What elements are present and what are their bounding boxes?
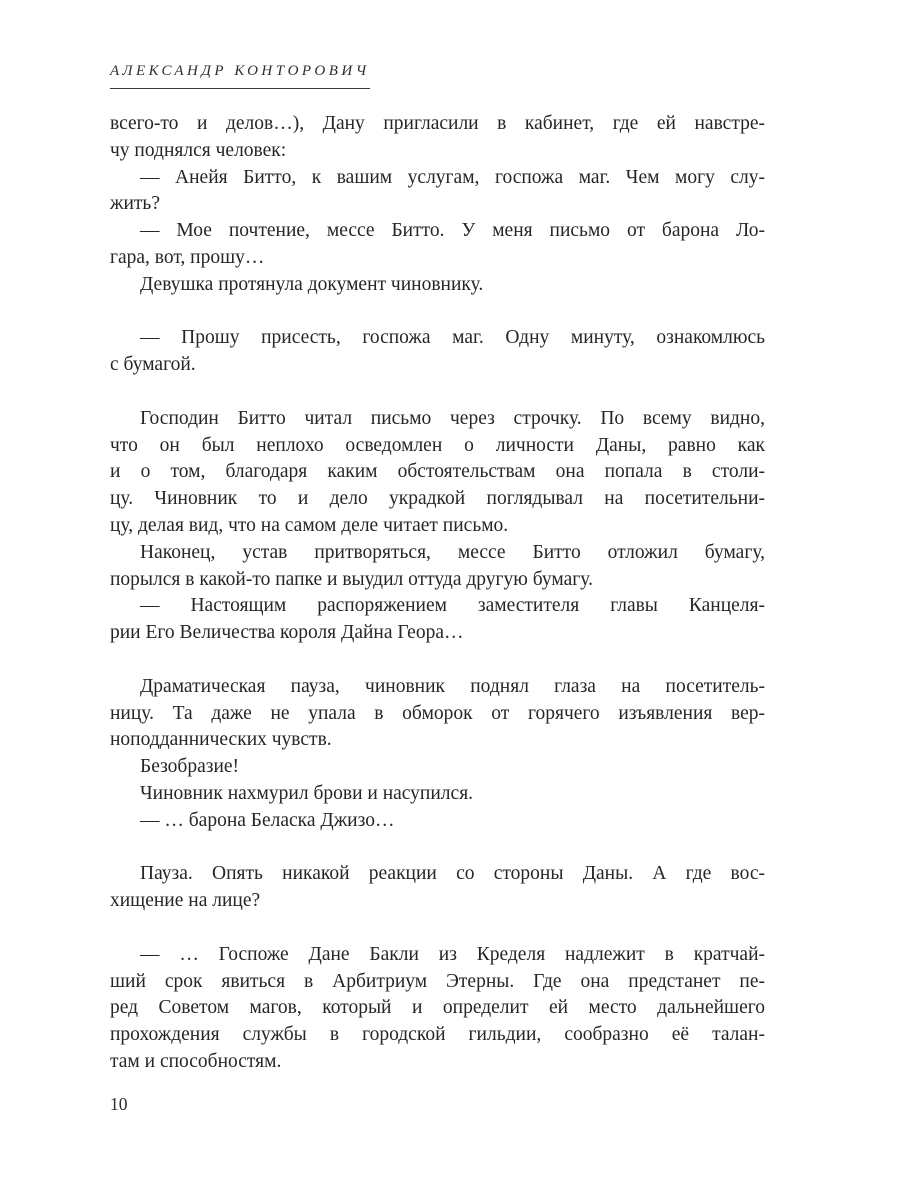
text-line: Девушка протянула документ чиновнику. [140, 273, 484, 295]
paragraph [110, 861, 765, 915]
text-line: Драматическая пауза, чиновник поднял глаза на посетитель- [140, 675, 765, 697]
text-line: что он был неплохо осведомлен о личности Даны, равно как [110, 434, 765, 456]
paragraph [110, 165, 765, 219]
text-line: прохождения службы в городской гильдии, сообразно её талан- [110, 1024, 765, 1046]
paragraph [110, 540, 765, 594]
text-line: — Прошу присесть, госпожа маг. Одну минуту, ознакомлюсь [140, 327, 765, 349]
text-line: Господин Битто читал письмо через строчку. По всему видно, [140, 407, 765, 429]
page-text [110, 111, 765, 1076]
paragraph [110, 781, 765, 808]
text-line: — … Госпоже Дане Бакли из Кределя надлежит в кратчай- [140, 943, 765, 965]
paragraph [110, 111, 765, 165]
text-line: всего-то и делов…), Дану пригласили в кабинет, где ей навстре- [110, 113, 765, 134]
running-header [110, 62, 370, 89]
text-line: Наконец, устав притворяться, мессе Битто отложил бумагу, [140, 541, 765, 563]
paragraph [110, 218, 765, 272]
paragraph [110, 808, 765, 835]
paragraph [110, 942, 765, 1076]
text-line: гара, вот, прошу… [110, 246, 265, 268]
text-line: с бумагой. [110, 354, 196, 376]
paragraph [110, 325, 765, 379]
paragraph [110, 593, 765, 647]
paragraph [110, 674, 765, 754]
text-line: ницу. Та даже не упала в обморок от горячего изъявления вер- [110, 702, 765, 724]
text-line: порылся в какой-то папке и выудил оттуда другую бумагу. [110, 568, 593, 590]
paragraph [110, 754, 765, 781]
text-line: Чиновник нахмурил брови и насупился. [140, 782, 474, 804]
text-line: цу, делая вид, что на самом деле читает письмо. [110, 514, 509, 536]
text-line: Пауза. Опять никакой реакции со стороны Даны. А где вос- [140, 863, 765, 885]
text-line: там и способностям. [110, 1050, 282, 1072]
text-line: ред Советом магов, который и определит ей место дальнейшего [110, 997, 765, 1019]
text-line: жить? [110, 193, 160, 215]
text-line: Безобразие! [140, 756, 240, 778]
text-line: ноподданнических чувств. [110, 729, 332, 751]
page-number: 10 [110, 1094, 128, 1114]
text-line: — … барона Беласка Джизо… [140, 809, 395, 831]
author-name: АЛЕКСАНДР КОНТОРОВИЧ [110, 63, 370, 89]
paragraph [110, 272, 765, 299]
text-line: ший срок явиться в Арбитриум Этерны. Где она предстанет пе- [110, 970, 765, 992]
text-line: — Мое почтение, мессе Битто. У меня письмо от барона Ло- [140, 220, 765, 242]
text-line: рии Его Величества короля Дайна Геора… [110, 622, 464, 644]
text-line: чу поднялся человек: [110, 139, 287, 161]
paragraph [110, 406, 765, 540]
text-line: — Анейя Битто, к вашим услугам, госпожа маг. Чем могу слу- [140, 166, 765, 188]
text-line: — Настоящим распоряжением заместителя главы Канцеля- [140, 595, 765, 617]
text-line: цу. Чиновник то и дело украдкой поглядывал на посетительни- [110, 488, 765, 510]
text-line: и о том, благодаря каким обстоятельствам она попала в столи- [110, 461, 765, 483]
text-line: хищение на лице? [110, 890, 261, 912]
